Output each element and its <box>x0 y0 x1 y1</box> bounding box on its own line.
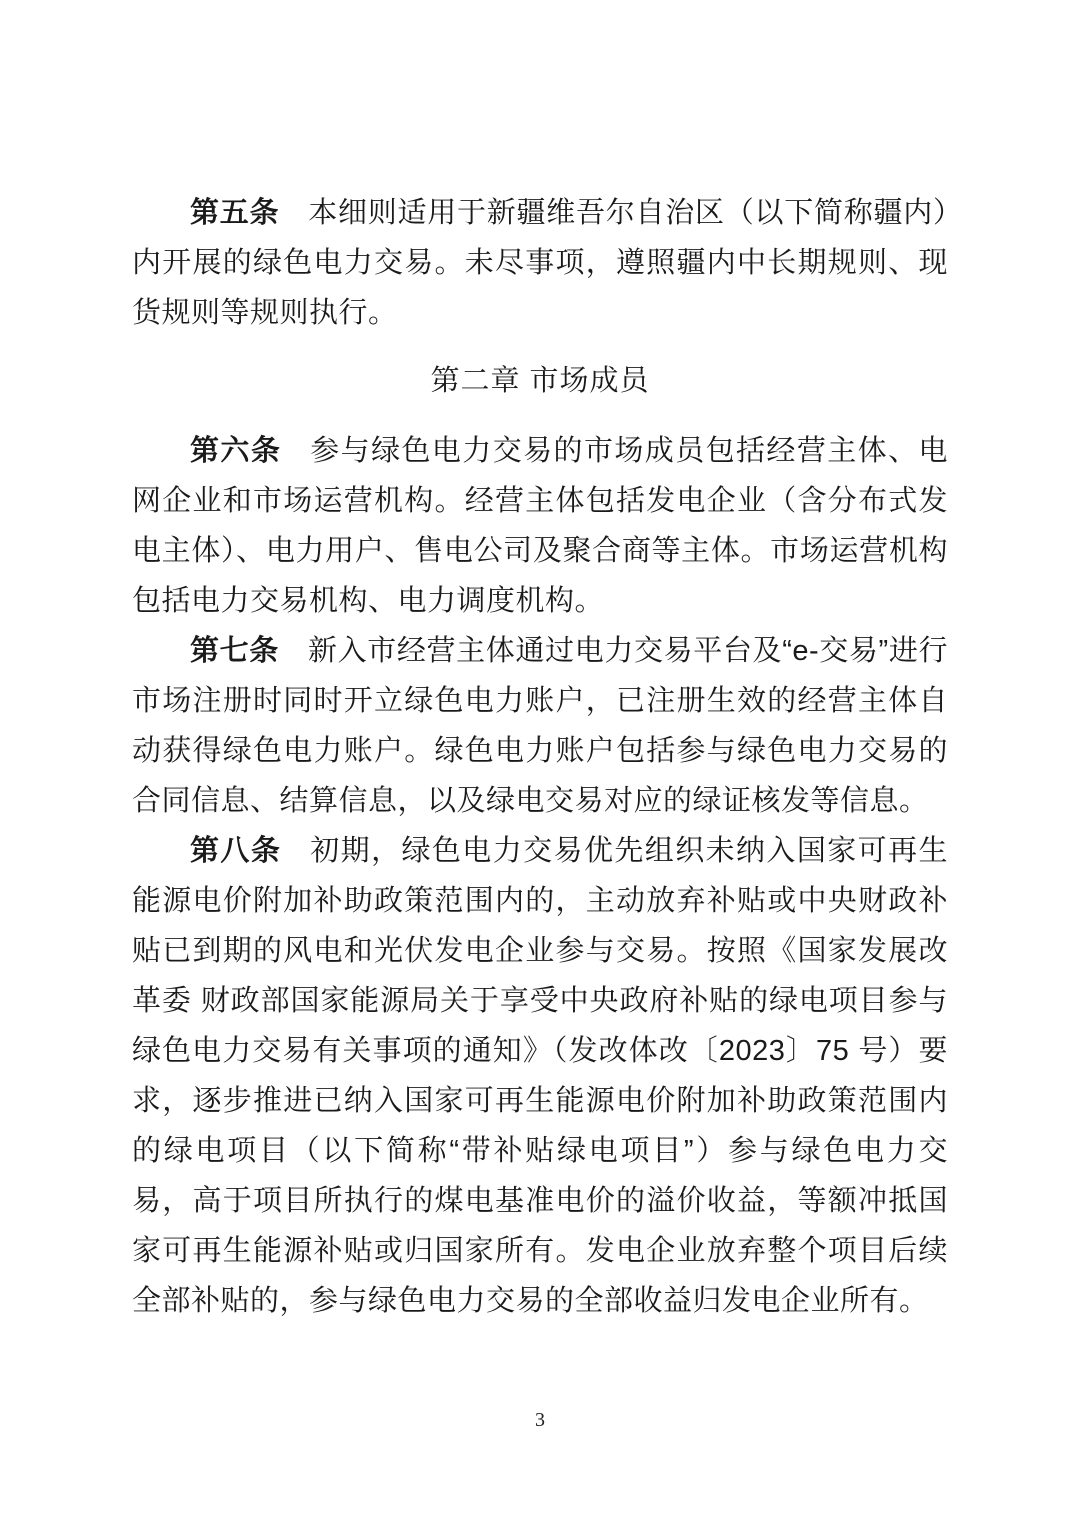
article-8 <box>132 826 948 1326</box>
article-8-text: 初期，绿色电力交易优先组织未纳入国家可再生能源电价附加补助政策范围内的，主动放弃补贴或中央财政补贴已到期的风电和光伏发电企业参与交易。按照《国家发展改革委 财政部国家能源局关于享受中央政府补贴的绿电项目参与绿色电力交易有关事项的通知》（发改体改〔2023〕75 号）要求，逐步推进已纳入国家可再生能源电价附加补助政策范围内的绿电项目（以下简称“带补贴绿电项目”）参与绿色电力交易，高于项目所执行的煤电基准电价的溢价收益，等额冲抵国家可再生能源补贴或归国家所有。发电企业放弃整个项目后续全部补贴的，参与绿色电力交易的全部收益归发电企业所有。 <box>132 835 948 1317</box>
document-body <box>132 188 948 1326</box>
chapter-2-heading: 第二章 市场成员 <box>430 365 650 397</box>
article-6 <box>132 426 948 626</box>
page-number: 3 <box>535 1409 545 1431</box>
article-7-number: 第七条 <box>190 635 279 667</box>
article-6-text: 参与绿色电力交易的市场成员包括经营主体、电网企业和市场运营机构。经营主体包括发电企业（含分布式发电主体）、电力用户、售电公司及聚合商等主体。市场运营机构包括电力交易机构、电力调度机构。 <box>132 435 948 617</box>
article-5-number: 第五条 <box>190 197 280 229</box>
article-5 <box>132 188 948 338</box>
article-5-text: 本细则适用于新疆维吾尔自治区（以下简称疆内）内开展的绿色电力交易。未尽事项，遵照疆内中长期规则、现货规则等规则执行。 <box>132 197 948 329</box>
article-7 <box>132 626 948 826</box>
article-7-text: 新入市经营主体通过电力交易平台及“e-交易”进行市场注册时同时开立绿色电力账户，已注册生效的经营主体自动获得绿色电力账户。绿色电力账户包括参与绿色电力交易的合同信息、结算信息，以及绿电交易对应的绿证核发等信息。 <box>132 635 948 817</box>
article-6-number: 第六条 <box>190 435 282 467</box>
article-8-number: 第八条 <box>190 835 282 867</box>
